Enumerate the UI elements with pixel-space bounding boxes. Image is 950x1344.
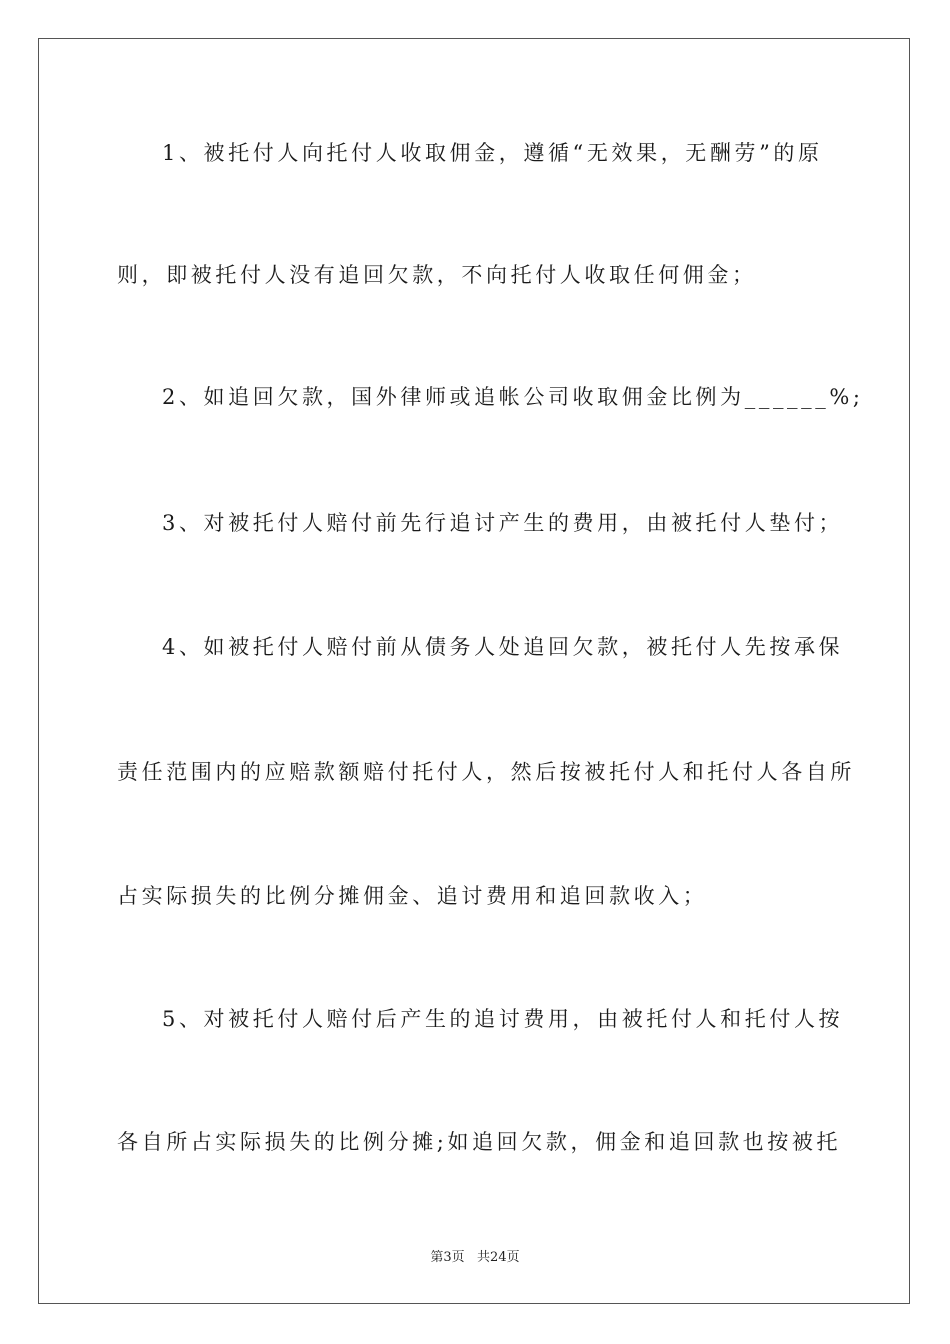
paragraph-4-line-2: 责任范围内的应赔款额赔付托付人，然后按被托付人和托付人各自所 — [117, 760, 855, 784]
paragraph-5-line-2: 各自所占实际损失的比例分摊;如追回欠款，佣金和追回款也按被托 — [117, 1130, 842, 1154]
paragraph-1-line-1: 1、被托付人向托付人收取佣金，遵循“无效果，无酬劳”的原 — [162, 141, 823, 165]
paragraph-4-line-3: 占实际损失的比例分摊佣金、追讨费用和追回款收入； — [117, 884, 708, 908]
paragraph-2-line-1: 2、如追回欠款，国外律师或追帐公司收取佣金比例为______%; — [162, 385, 864, 409]
paragraph-4-line-1: 4、如被托付人赔付前从债务人处追回欠款，被托付人先按承保 — [162, 635, 844, 659]
paragraph-1-line-2: 则，即被托付人没有追回欠款，不向托付人收取任何佣金； — [117, 263, 757, 287]
paragraph-5-line-1: 5、对被托付人赔付后产生的追讨费用，由被托付人和托付人按 — [162, 1007, 844, 1031]
page-footer: 第3页 共24页 — [430, 1250, 520, 1265]
paragraph-3-line-1: 3、对被托付人赔付前先行追讨产生的费用，由被托付人垫付； — [162, 511, 844, 535]
page-border — [38, 38, 910, 1304]
